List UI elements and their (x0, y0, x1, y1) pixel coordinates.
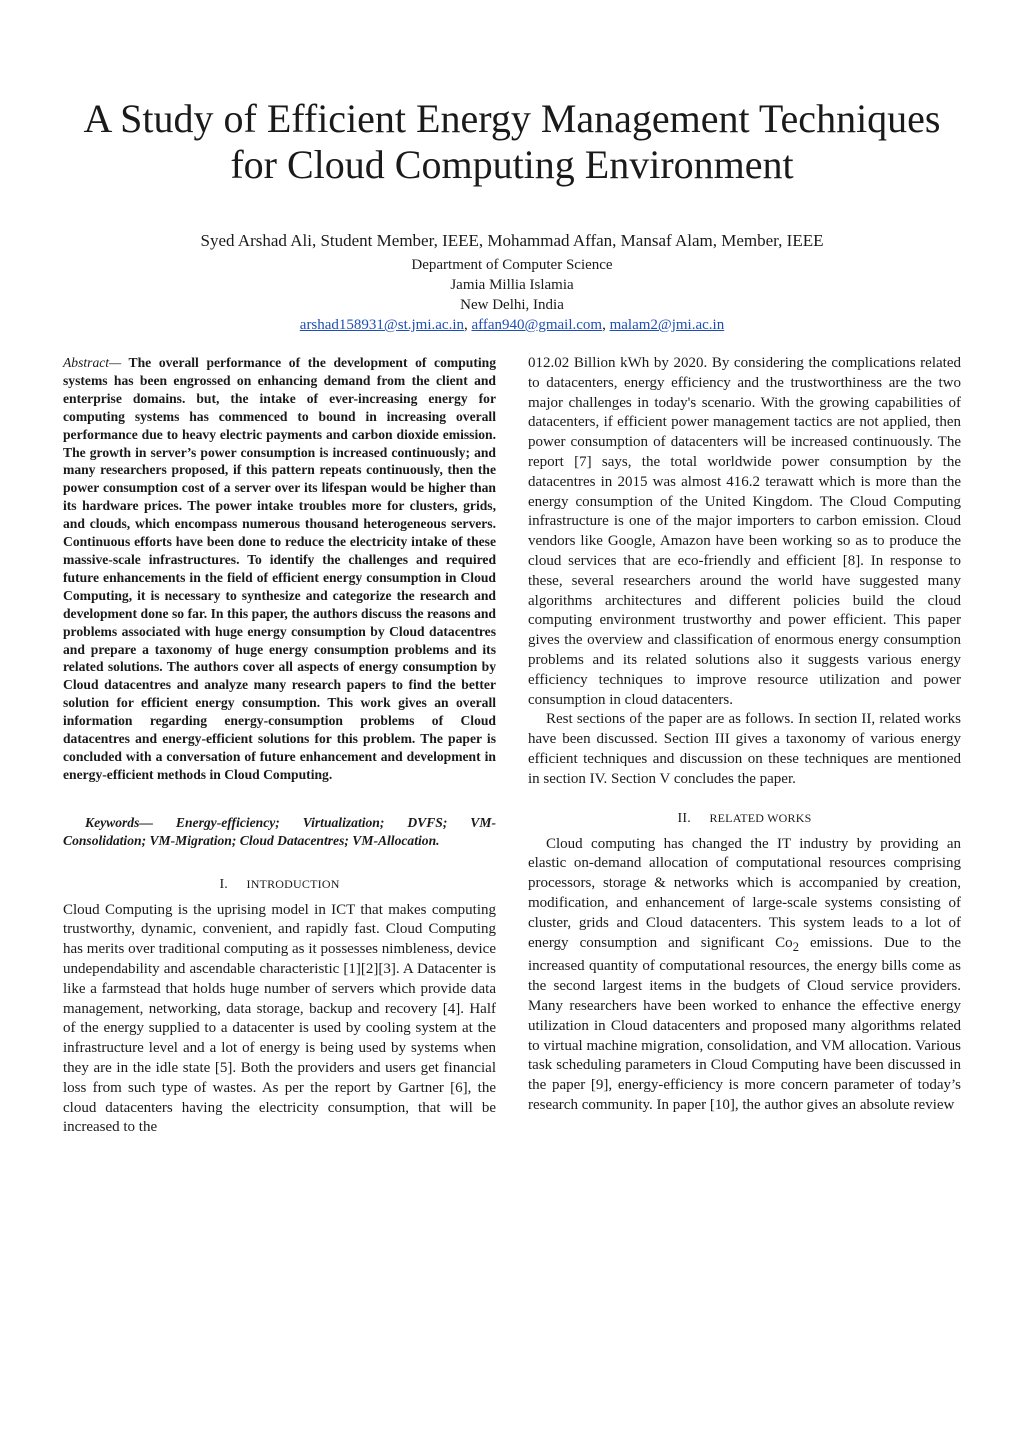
title-line-2: for Cloud Computing Environment (230, 142, 794, 187)
intro-paragraph-1: Cloud Computing is the uprising model in ICT that makes computing trustworthy, dynamic, convenient, and rapidly fast. Cloud Computing has merits over traditional computing as it possesses nimbleness, device undependability and ascendable characteristic [1][2][3]. A Datacenter is like a farmstead that holds huge number of servers which provide data management, networking, data storage, backup and recovery [4]. Half of the energy supplied to a datacenter is used by cooling system at the infrastructure level and a lot of energy is being used by systems when they are in the idle state [5]. Both the providers and users get financial loss from such type of wastes. As per the report by Gartner [6], the cloud datacenters having the electricity consumption, that will be increased to the (63, 901, 496, 1136)
section-number: I. (219, 876, 228, 892)
abstract-lead: Abstract— (63, 355, 122, 370)
department: Department of Computer Science (411, 257, 613, 273)
abstract (63, 354, 496, 784)
email-link-2[interactable]: affan940@gmail.com (471, 317, 603, 333)
intro-paragraph-2: Rest sections of the paper are as follows. In section II, related works have been discussed. Section III gives a taxonomy of various energy efficient techniques and discussion on these techniques are mentioned in section IV. Section V concludes the paper. (528, 711, 961, 787)
university: Jamia Millia Islamia (450, 277, 574, 293)
section-heading-related-works (528, 808, 961, 829)
section-number: II. (677, 810, 691, 826)
co2-subscript: 2 (792, 939, 799, 954)
related-text-part-2: emissions. Due to the increased quantity of computational resources, the energy bills come as the second largest items in the budgets of Cloud service providers. Many researchers have been worked to enhance the effective energy utilization in Cloud datacenters and proposed many algorithms related to virtual machine migration, consolidation, and VM allocation. Various task scheduling parameters in Cloud Computing have been discussed in the paper [9], energy-efficiency is more concern parameter of today’s research community. In paper [10], the author gives an absolute review (528, 934, 961, 1113)
related-works-paragraph-1 (528, 835, 961, 1116)
intro-paragraph-1-continued: 012.02 Billion kWh by 2020. By considering the complications related to datacenters, energy efficiency and the trustworthiness are the two major challenges in today's scenario. With the growing capabilities of datacenters, if efficient power management tactics are not applied, then power consumption of datacenters will be increased continuously. The report [7] says, the total worldwide power consumption by the datacentres in 2015 was almost 416.2 terawatt which is more than the energy consumption of the United Kingdom. The Cloud Computing infrastructure is one of the major importers to carbon emission. Cloud vendors like Google, Amazon have been working so as to produce the cloud services that are eco-friendly and efficient [8]. In response to these, several researchers around the world have suggested many algorithms architectures and different policies build the cloud computing environment trustworthy and power efficient. This paper gives the overview and classification of enormous energy consumption problems and its related solutions also it suggests various energy efficiency techniques to improve resource utilization and power consumption in cloud datacenters. (528, 355, 961, 708)
author-list: Syed Arshad Ali, Student Member, IEEE, Mohammad Affan, Mansaf Alam, Member, IEEE (200, 231, 824, 250)
abstract-text: The overall performance of the development of computing systems has been engrossed on enhancing demand from the client and enterprise domains. but, the intake of ever-increasing energy for computing systems has commenced to bound in increasing overall performance due to heavy electric payments and carbon dioxide emission. The growth in server’s power consumption is increased continuously; and many researchers proposed, if this pattern repeats continuously, then the power consumption cost of a server over its lifespan would be higher than its hardware prices. The power intake troubles more for clusters, grids, and clouds, which encompass numerous thousand heterogeneous servers. Continuous efforts have been done to reduce the electricity intake of these massive-scale infrastructures. To identify the challenges and required future enhancements in the field of efficient energy consumption in Cloud Computing, it is necessary to synthesize and categorize the research and development done so far. In this paper, the authors discuss the reasons and problems associated with huge energy consumption by Cloud datacentres and prepare a taxonomy of huge energy consumption problems and its related solutions. The authors cover all aspects of energy consumption by Cloud datacentres and analyze many research papers to find the better solution for efficient energy consumption. This work gives an overall information regarding energy-consumption problems of Cloud datacentres and energy-efficient solutions for this problem. The paper is concluded with a conversation of future enhancement and development in energy-efficient methods in Cloud Computing. (63, 355, 496, 782)
left-column (63, 354, 496, 1138)
email-separator: , (463, 317, 472, 333)
email-list (40, 315, 984, 335)
paper-title (40, 96, 984, 188)
section-title: RELATED WORKS (709, 810, 812, 825)
section-title: INTRODUCTION (246, 876, 340, 891)
section-heading-introduction (63, 874, 496, 895)
email-separator: , (602, 317, 610, 333)
keywords: Keywords— Energy-efficiency; Virtualization; DVFS; VM-Consolidation; VM-Migration; Cloud Datacentres; VM-Allocation. (63, 814, 496, 848)
right-column (528, 354, 961, 1116)
location: New Delhi, India (460, 297, 564, 313)
email-link-3[interactable]: malam2@jmi.ac.in (609, 317, 725, 333)
email-link-1[interactable]: arshad158931@st.jmi.ac.in (299, 317, 464, 333)
related-text-part-1: Cloud computing has changed the IT industry by providing an elastic on-demand allocation of computational resources comprising processors, storage & networks which is accompanied by creation, modification, and enhancement of large-scale systems consisting of cluster, grids and Cloud datacenters. This system leads to a lot of energy consumption and significant Co (528, 835, 961, 951)
affiliation-block (40, 255, 984, 335)
title-line-1: A Study of Efficient Energy Management Techniques (83, 96, 941, 141)
